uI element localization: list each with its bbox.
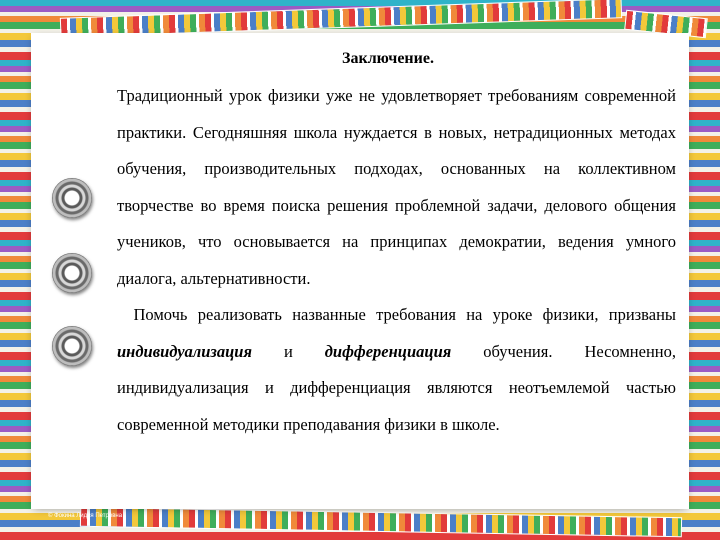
decorative-stripe-right: [624, 10, 708, 38]
slide-body: [117, 78, 676, 443]
paragraph-2-text: Помочь реализовать названные требования на уроке физики, призваны: [133, 305, 676, 324]
decorative-stripe-top: [60, 0, 622, 38]
paragraph-2-text: обучения. Несомненно, индивидуализация и дифференциация являются неотъемлемой частью современной методики преподавания физики в школе.: [117, 341, 676, 434]
emphasis-differentiation: дифференциация: [324, 341, 452, 361]
binder-ring-icon: [52, 326, 92, 366]
paragraph-2: [117, 297, 676, 443]
emphasis-individualization: индивидуализация: [117, 341, 252, 361]
decorative-stripe-bottom: [80, 507, 682, 538]
binder-ring-icon: [52, 253, 92, 293]
paragraph-2-text: и: [251, 341, 325, 361]
slide-title: Заключение.: [342, 50, 434, 67]
copyright-notice: © Фокина Лидия Петровна: [48, 513, 123, 519]
paragraph-1: Традиционный урок физики уже не удовлетворяет требованиям современной практики. Сегодняшняя школа нуждается в новых, нетрадиционных методах обучения, производительных подходах, основанных на коллективном творчестве во время поиска решения проблемной задачи, делового общения учеников, что основывается на принципах демократии, ведения умного диалога, альтернативности.: [117, 86, 676, 288]
binder-ring-icon: [52, 178, 92, 218]
